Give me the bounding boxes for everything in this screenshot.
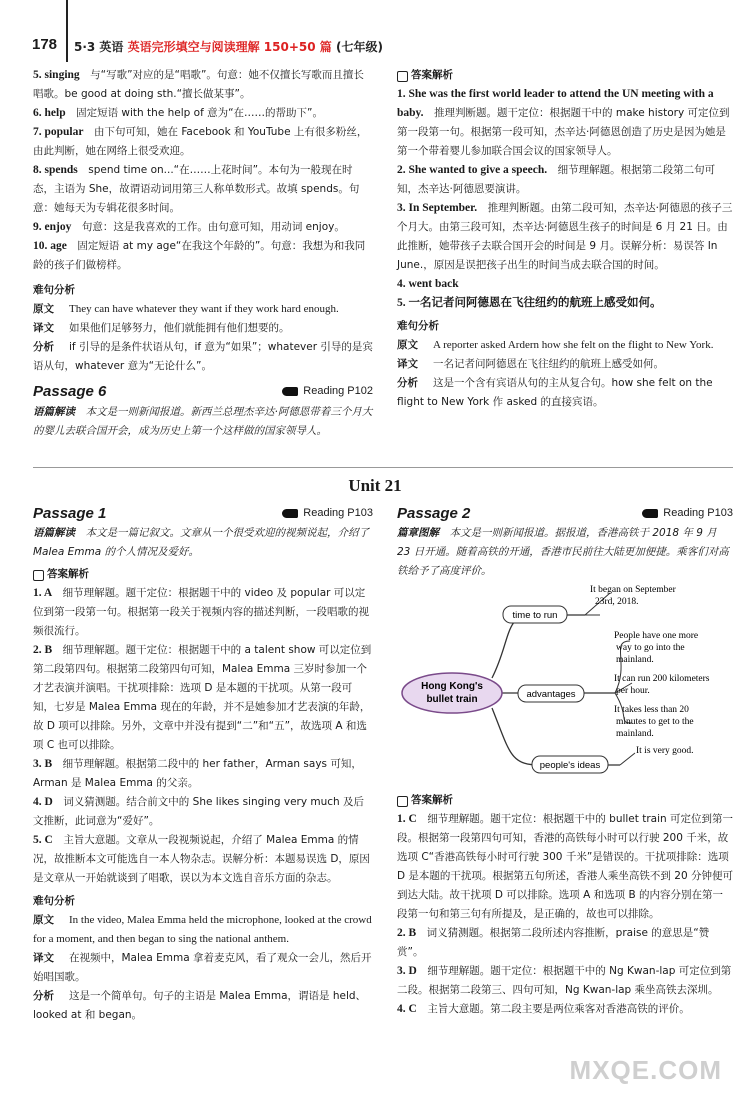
passage6-intro: 语篇解读 本文是一则新闻报道。新西兰总理杰辛达·阿德恩带着三个月大的婴儿去联合国开会，成为历史上第一个这样做的国家领导人。 xyxy=(33,406,373,437)
u21p1-body xyxy=(33,524,373,1025)
header-divider xyxy=(66,0,68,62)
u21p2-bar xyxy=(397,503,733,523)
left-top-answers xyxy=(33,66,373,376)
unit-title: Unit 21 xyxy=(348,476,402,495)
u21p2-answers xyxy=(397,791,733,1019)
mindmap-b1-note-1: It began on September xyxy=(590,585,676,595)
passage6-reading: Reading P102 xyxy=(282,385,373,397)
answer-item: 4. went back xyxy=(397,278,459,290)
answer-item: 2. She wanted to give a speech. 细节理解题。根据第二段第二句可知，杰辛达·阿德恩要演讲。 xyxy=(397,164,716,195)
yuanwen: 原文 They can have whatever they want if they work hard enough. xyxy=(33,303,339,315)
mindmap-center-node xyxy=(402,673,502,713)
answer-item: 1. A 细节理解题。题干定位：根据题干中的 video 及 popular 可以定位到第一段第一句。根据第一段关于视频内容的描述判断，一段唱歌的视频很流行。 xyxy=(33,587,369,637)
mindmap-b2-note3-2: minutes to get to the xyxy=(616,717,694,727)
fenxi: 分析 这是一个简单句。句子的主语是 Malea Emma，谓语是 held、looked at 和 began。 xyxy=(33,990,367,1021)
passage6-title: Passage 6 xyxy=(33,382,107,400)
answer-item: 5. 一名记者问阿德恩在飞往纽约的航班上感受如何。 xyxy=(397,297,662,309)
mindmap-b1-label: time to run xyxy=(512,610,558,621)
hard-sentence-title: 难句分析 xyxy=(397,320,439,332)
u21p2-intro: 篇章图解 本文是一则新闻报道。据报道，香港高铁于 2018 年 9 月 23 日开通。随着高铁的开通，香港市民前往大陆更加便捷。乘客们对高铁给予了高度评价。 xyxy=(397,527,729,577)
brand-highlight: 英语完形填空与阅读理解 150+50 篇 xyxy=(127,40,332,54)
answer-item: 4. D 词义猜测题。结合前文中的 She likes singing very much 及后文推断，此词意为“爱好”。 xyxy=(33,796,365,827)
answer-item: 9. enjoy 句意：这是我喜欢的工作。由句意可知，用动词 enjoy。 xyxy=(33,221,345,233)
pointing-hand-icon xyxy=(642,509,658,518)
right-top-answers xyxy=(397,66,733,412)
hard-sentence-title: 难句分析 xyxy=(33,284,75,296)
fenxi: 分析 这是一个含有宾语从句的主从复合句。how she felt on the flight to New York 作 asked 的直接宾语。 xyxy=(397,377,713,408)
mindmap-b2-note1-1: People have one more xyxy=(614,631,699,641)
u21p2-title: Passage 2 xyxy=(397,504,471,522)
mindmap-center-line1: Hong Kong's xyxy=(421,681,483,692)
yuanwen: 原文 In the video, Malea Emma held the microphone, looked at the crowd for a moment, and then began to sing the national anthem. xyxy=(33,914,372,945)
answer-item: 8. spends spend time on...“在……上花时间”。本句为一般现在时态，主语为 She，故谓语动词用第三人称单数形式。故填 spends。句意：她每天为专辑花很多时间。 xyxy=(33,164,360,214)
hard-sentence-title: 难句分析 xyxy=(33,895,75,907)
answer-heading: 答案解析 xyxy=(33,565,373,584)
mindmap-b2-label: advantages xyxy=(526,689,576,700)
mindmap-b1-note-2: 23rd, 2018. xyxy=(595,597,639,607)
u21p1-reading: Reading P103 xyxy=(282,507,373,519)
mindmap-b3-label: people's ideas xyxy=(539,760,601,771)
mindmap-b2-note3-1: It takes less than 20 xyxy=(614,705,689,715)
answer-item: 7. popular 由下句可知，她在 Facebook 和 YouTube 上有很多粉丝，由此判断，她在网络上很受欢迎。 xyxy=(33,126,368,157)
passage6-bar xyxy=(33,381,373,401)
branch-line xyxy=(492,615,585,678)
yuanwen: 原文 A reporter asked Ardern how she felt on the flight to New York. xyxy=(397,339,714,351)
yiwen: 译文 如果他们足够努力，他们就能拥有他们想要的。 xyxy=(33,322,290,334)
page-header xyxy=(0,0,750,58)
answer-item: 6. help 固定短语 with the help of 意为“在……的帮助下”。 xyxy=(33,107,323,119)
mindmap-b3-note: It is very good. xyxy=(636,746,694,756)
u21p2-reading: Reading P103 xyxy=(642,507,733,519)
answer-item: 4. C 主旨大意题。第二段主要是两位乘客对香港高铁的评价。 xyxy=(397,1003,690,1015)
u21p1-title: Passage 1 xyxy=(33,504,107,522)
answer-item: 1. C 细节理解题。题干定位：根据题干中的 bullet train 可定位到第一段。根据第一段第四句可知，香港的高铁每小时可以行驶 200 千米，故选项 C“香港高铁每小时可行驶 300 千米”是错误的。干扰项排除：选项 D 是本题的干扰项。根据第五句所述，香港人乘坐高铁不到 20 分钟便可到达大陆。故干扰项 D 可以排除。选项 A 和选项 B 的内容分别在第一段第一句和第三句有所提及，是正确的，故也可以排除。 xyxy=(397,813,733,920)
pointing-hand-icon xyxy=(282,387,298,396)
answer-item: 3. D 细节理解题。题干定位：根据题干中的 Ng Kwan-lap 可定位到第二段。根据第二段第三、四句可知，Ng Kwan-lap 乘坐高铁去深圳。 xyxy=(397,965,732,996)
answer-item: 10. age 固定短语 at my age“在我这个年龄的”。句意：我想为和我同龄的孩子们做榜样。 xyxy=(33,240,366,271)
mindmap-b2-note3-3: mainland. xyxy=(616,729,654,739)
yiwen: 译文 在视频中，Malea Emma 拿着麦克风，看了观众一会儿，然后开始唱国歌。 xyxy=(33,952,372,983)
answer-item: 2. B 细节理解题。题干定位：根据题干中的 a talent show 可以定位到第二段第四句。根据第二段第四句可知，Malea Emma 三岁时参加一个才艺表演并演唱。干扰项排除：选项 D 是本题的干扰项。从第一段可知，七岁是 Malea Emma 现在的年龄，并不是她参加才艺表演的年龄，故 D 项可以排除。另外，文章中并没有提到“二”和“五”，故选项 A 和选项 C 也可以排除。 xyxy=(33,644,372,751)
mindmap-b2-note2-1: It can run 200 kilometers xyxy=(614,674,710,684)
mind-map xyxy=(400,583,736,788)
answer-item: 5. C 主旨大意题。文章从一段视频说起，介绍了 Malea Emma 的情况，故推断本文可能选自一本人物杂志。误解分析：本题易误选 D，原因是文章从一开始就谈到了唱歌，误以为本文选自音乐方面的杂志。 xyxy=(33,834,370,884)
answer-item: 5. singing 与“写歌”对应的是“唱歌”。句意：她不仅擅长写歌而且擅长唱歌。be good at doing sth.“擅长做某事”。 xyxy=(33,69,364,100)
pointing-hand-icon xyxy=(282,509,298,518)
watermark: MXQE.COM xyxy=(569,1055,722,1085)
answer-item: 3. In September. 推理判断题。由第二段可知，杰辛达·阿德恩的孩子三个月大。由第三段可知，杰辛达·阿德恩生孩子的时间是 6 月 21 日。由此推断，她带孩子去联合国开会的时间是 9 月。误解分析：易误答 In June.，原因是误把孩子出生的时间当成去联合国的时间。 xyxy=(397,202,733,271)
section-divider xyxy=(33,467,733,468)
mindmap-center-line2: bullet train xyxy=(426,694,478,705)
mindmap-b2-note1-3: mainland. xyxy=(616,655,654,665)
u21p1-bar xyxy=(33,503,373,523)
u21p1-intro: 语篇解读 本文是一篇记叙文。文章从一个很受欢迎的视频说起，介绍了 Malea Emma 的个人情况及爱好。 xyxy=(33,527,369,558)
answer-item: 2. B 词义猜测题。根据第二段所述内容推断，praise 的意思是“赞赏”。 xyxy=(397,927,710,958)
branch-line xyxy=(620,753,635,765)
answer-heading: 答案解析 xyxy=(397,66,733,85)
page-number: 178 xyxy=(32,36,58,53)
fenxi: 分析 if 引导的是条件状语从句，if 意为“如果”；whatever 引导的是宾语从句，whatever 意为“无论什么”。 xyxy=(33,341,373,372)
lock-icon xyxy=(397,71,408,82)
book-title xyxy=(74,38,383,55)
mindmap-b2-note1-2: way to go into the xyxy=(616,643,685,653)
yiwen: 译文 一名记者问阿德恩在飞往纽约的航班上感受如何。 xyxy=(397,358,664,370)
mindmap-b2-note2-2: per hour. xyxy=(616,686,650,696)
lock-icon xyxy=(33,570,44,581)
lock-icon xyxy=(397,796,408,807)
answer-item: 1. She was the first world leader to attend the UN meeting with a baby. 推理判断题。题干定位：根据题干中的 make history 可定位到第一段第一句。根据第一段可知，杰辛达·阿德恩创造了历史是因为她是第一个带着婴儿参加联合国会议的国家领导人。 xyxy=(397,88,730,157)
brand-plain: 5·3 英语 xyxy=(74,40,124,54)
brand-tail: (七年级) xyxy=(335,40,383,54)
answer-heading: 答案解析 xyxy=(397,791,733,810)
answer-item: 3. B 细节理解题。根据第二段中的 her father，Arman says 可知，Arman 是 Malea Emma 的父亲。 xyxy=(33,758,362,789)
